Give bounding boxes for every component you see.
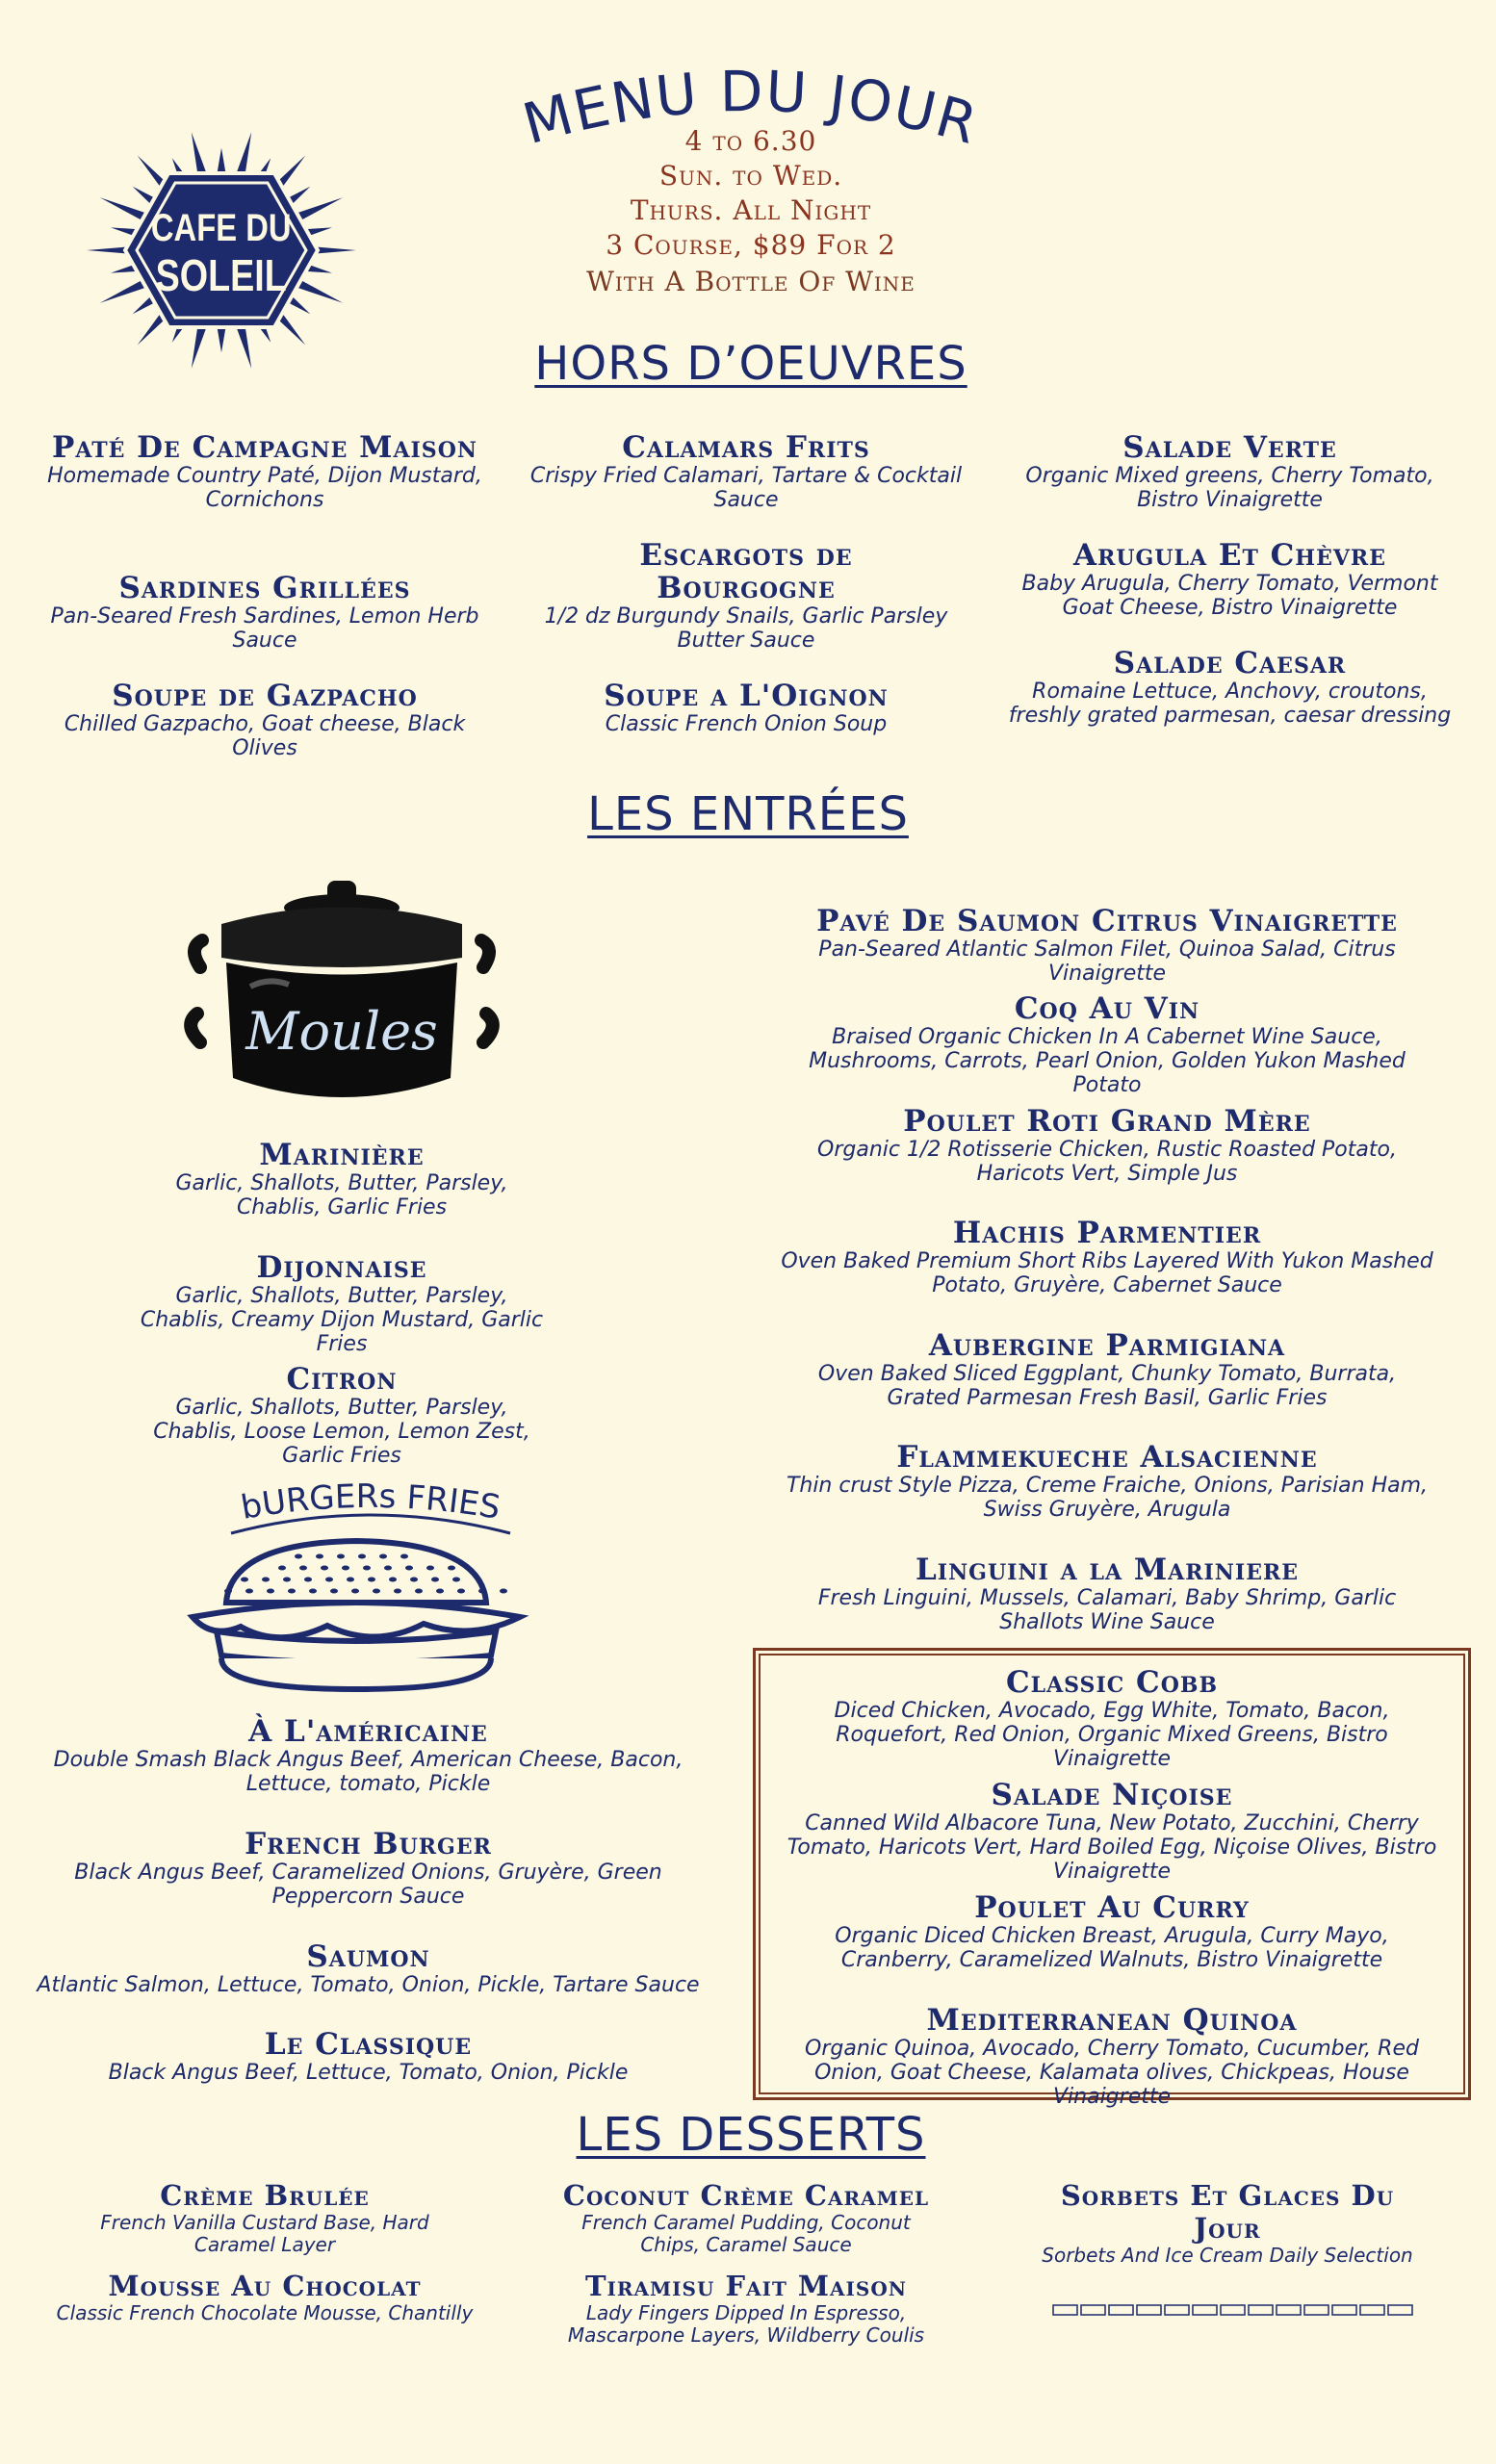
item-desc: Homemade Country Paté, Dijon Mustard, Cornichons <box>47 464 482 512</box>
menu-item <box>39 431 491 512</box>
item-name: À L'américaine <box>248 1714 488 1749</box>
item-name: Le Classique <box>264 2027 473 2062</box>
menu-item <box>520 2179 972 2256</box>
menu-item <box>96 1363 587 1468</box>
item-desc: Thin crust Style Pizza, Creme Fraiche, Onions, Parisian Ham, Swiss Gruyère, Arugula <box>786 1474 1429 1522</box>
menu-item <box>1001 431 1458 512</box>
menu-item <box>765 1666 1458 1771</box>
item-desc: Oven Baked Sliced Eggplant, Chunky Tomato, Burrata, Grated Parmesan Fresh Basil, Garlic Fries <box>817 1362 1397 1410</box>
menu-item <box>39 2270 491 2324</box>
item-desc: Fresh Linguini, Mussels, Calamari, Baby Shrimp, Garlic Shallots Wine Sauce <box>817 1586 1397 1634</box>
menu-item <box>765 1329 1449 1410</box>
item-desc: Garlic, Shallots, Butter, Parsley, Chablis, Loose Lemon, Lemon Zest, Garlic Fries <box>153 1396 530 1468</box>
menu-item <box>1011 2179 1444 2267</box>
item-desc: Lady Fingers Dipped In Espresso, Mascarpone Layers, Wildberry Coulis <box>567 2301 925 2347</box>
item-name: Coconut Crème Caramel <box>562 2179 930 2212</box>
wine-line: With A Bottle Of Wine <box>586 266 916 297</box>
section-title-desserts: LES DESSERTS <box>576 2108 926 2162</box>
logo-line2: SOLEIL <box>155 250 287 300</box>
item-name: Sorbets Et Glaces Du Jour <box>1060 2179 1395 2245</box>
item-desc: French Vanilla Custard Base, Hard Caramel Layer <box>100 2211 429 2256</box>
menu-item <box>19 1828 717 1909</box>
item-desc: Canned Wild Albacore Tuna, New Potato, Zucchini, Cherry Tomato, Haricots Vert, Hard Boiled Egg, Niçoise Olives, Bistro Vinaigrette <box>787 1811 1437 1884</box>
item-name: Salade Niçoise <box>991 1778 1233 1812</box>
item-name: Paté De Campagne Maison <box>52 430 477 465</box>
menu-item <box>525 431 967 512</box>
menu-item <box>19 1940 717 1997</box>
item-name: Salade Caesar <box>1113 646 1347 680</box>
item-name: Marinière <box>259 1138 425 1172</box>
item-name: Citron <box>286 1362 398 1397</box>
item-desc: Black Angus Beef, Lettuce, Tomato, Onion, Pickle <box>108 2061 629 2085</box>
menu-title-text: MENU DU JOUR <box>516 58 987 158</box>
item-name: Escargots de Bourgogne <box>639 538 853 605</box>
item-name: Linguini a la Mariniere <box>915 1553 1300 1587</box>
item-desc: Pan-Seared Fresh Sardines, Lemon Herb Sauce <box>50 604 479 653</box>
menu-item <box>765 1779 1458 1884</box>
item-desc: Classic French Chocolate Mousse, Chantilly <box>56 2301 474 2324</box>
item-desc: Diced Chicken, Avocado, Egg White, Tomato, Bacon, Roquefort, Red Onion, Organic Mixed Greens, Bistro Vinaigrette <box>834 1699 1390 1771</box>
item-desc: 1/2 dz Burgundy Snails, Garlic Parsley Butter Sauce <box>544 604 948 653</box>
item-name: Soupe de Gazpacho <box>112 679 418 713</box>
burger-section-title <box>193 1468 549 1535</box>
item-name: Classic Cobb <box>1005 1665 1219 1700</box>
item-desc: Organic 1/2 Rotisserie Chicken, Rustic Roasted Potato, Haricots Vert, Simple Jus <box>817 1138 1397 1186</box>
menu-item <box>39 572 491 653</box>
item-desc: Organic Diced Chicken Breast, Arugula, Curry Mayo, Cranberry, Caramelized Walnuts, Bistro Vinaigrette <box>835 1924 1389 1972</box>
item-desc: Classic French Onion Soup <box>605 712 888 736</box>
menu-item <box>39 2179 491 2256</box>
menu-item <box>1001 539 1458 620</box>
item-desc: Black Angus Beef, Caramelized Onions, Gruyère, Green Peppercorn Sauce <box>74 1861 662 1909</box>
section-title-hors: HORS D’OEUVRES <box>534 337 967 391</box>
item-name: Poulet Roti Grand Mère <box>903 1104 1311 1139</box>
item-name: Hachis Parmentier <box>952 1216 1262 1250</box>
item-name: Sardines Grillées <box>118 571 411 605</box>
item-name: Crème Brulée <box>160 2179 370 2212</box>
pot-label: Moules <box>245 1001 438 1062</box>
item-desc: Organic Quinoa, Avocado, Cherry Tomato, Cucumber, Red Onion, Goat Cheese, Kalamata olives, Chickpeas, House Vinaigrette <box>805 2037 1419 2109</box>
price-line: 3 Course, $89 For 2 <box>606 229 896 261</box>
svg-text:bURGERs FRIES <box>238 1477 503 1527</box>
menu-item <box>19 2028 717 2085</box>
item-desc: Garlic, Shallots, Butter, Parsley, Chablis, Garlic Fries <box>175 1171 508 1219</box>
item-desc: Baby Arugula, Cherry Tomato, Vermont Goat Cheese, Bistro Vinaigrette <box>1021 572 1438 620</box>
item-desc: Garlic, Shallots, Butter, Parsley, Chablis, Creamy Dijon Mustard, Garlic Fries <box>140 1284 544 1356</box>
item-desc: Chilled Gazpacho, Goat cheese, Black Olives <box>64 712 466 760</box>
item-desc: Double Smash Black Angus Beef, American Cheese, Bacon, Lettuce, tomato, Pickle <box>53 1748 684 1796</box>
item-name: Mousse Au Chocolat <box>108 2270 422 2302</box>
menu-item <box>765 1891 1458 1972</box>
mussel-pot-icon <box>183 871 501 1121</box>
item-name: Dijonnaise <box>256 1250 427 1285</box>
menu-item <box>765 1105 1449 1186</box>
item-name: Calamars Frits <box>622 430 870 465</box>
menu-item <box>765 2004 1458 2109</box>
item-name: Poulet Au Curry <box>974 1890 1250 1925</box>
item-desc: Braised Organic Chicken In A Cabernet Wine Sauce, Mushrooms, Carrots, Pearl Onion, Golden Yukon Mashed Potato <box>809 1025 1406 1097</box>
item-name: Saumon <box>306 1939 430 1974</box>
item-desc: Atlantic Salmon, Lettuce, Tomato, Onion, Pickle, Tartare Sauce <box>37 1973 700 1997</box>
item-name: Pavé De Saumon Citrus Vinaigrette <box>816 904 1398 938</box>
menu-item <box>1001 647 1458 728</box>
item-name: Arugula Et Chèvre <box>1073 538 1386 573</box>
menu-item <box>96 1139 587 1219</box>
menu-item <box>19 1715 717 1796</box>
item-desc: Romaine Lettuce, Anchovy, croutons, freshly grated parmesan, caesar dressing <box>1008 680 1452 728</box>
item-name: Aubergine Parmigiana <box>928 1328 1286 1363</box>
menu-item <box>525 539 967 653</box>
menu-item <box>39 680 491 760</box>
burger-icon <box>183 1535 529 1694</box>
item-name: Flammekueche Alsacienne <box>896 1440 1318 1475</box>
thursday-line: Thurs. All Night <box>630 194 872 226</box>
logo-line1: CAFE DU <box>150 205 292 249</box>
menu-item <box>520 2270 972 2347</box>
item-desc: Sorbets And Ice Cream Daily Selection <box>1042 2244 1413 2267</box>
item-desc: Crispy Fried Calamari, Tartare & Cocktail Sauce <box>529 464 963 512</box>
menu-item <box>765 1553 1449 1634</box>
item-name: Salade Verte <box>1122 430 1337 465</box>
item-name: Tiramisu Fait Maison <box>584 2270 908 2302</box>
menu-item <box>765 1217 1449 1297</box>
menu-item <box>96 1251 587 1356</box>
item-name: Coq Au Vin <box>1014 991 1200 1026</box>
section-title-entrees: LES ENTRÉES <box>587 787 909 841</box>
decorative-rule <box>1049 2302 1415 2318</box>
days-line: Sun. to Wed. <box>658 160 843 192</box>
hours-line: 4 to 6.30 <box>684 125 817 157</box>
item-name: Mediterranean Quinoa <box>926 2003 1298 2038</box>
menu-item <box>525 680 967 736</box>
item-name: French Burger <box>245 1827 492 1861</box>
item-desc: Organic Mixed greens, Cherry Tomato, Bistro Vinaigrette <box>1025 464 1434 512</box>
menu-item <box>765 992 1449 1097</box>
item-name: Soupe a L'Oignon <box>604 679 889 713</box>
item-desc: Oven Baked Premium Short Ribs Layered With Yukon Mashed Potato, Gruyère, Cabernet Sauce <box>781 1249 1433 1297</box>
menu-item <box>765 905 1449 986</box>
burger-title-text: bURGERs FRIES <box>238 1476 503 1527</box>
item-desc: French Caramel Pudding, Coconut Chips, Caramel Sauce <box>581 2211 911 2256</box>
menu-item <box>765 1441 1449 1522</box>
item-desc: Pan-Seared Atlantic Salmon Filet, Quinoa Salad, Citrus Vinaigrette <box>818 937 1396 986</box>
cafe-du-soleil-logo <box>58 116 385 385</box>
